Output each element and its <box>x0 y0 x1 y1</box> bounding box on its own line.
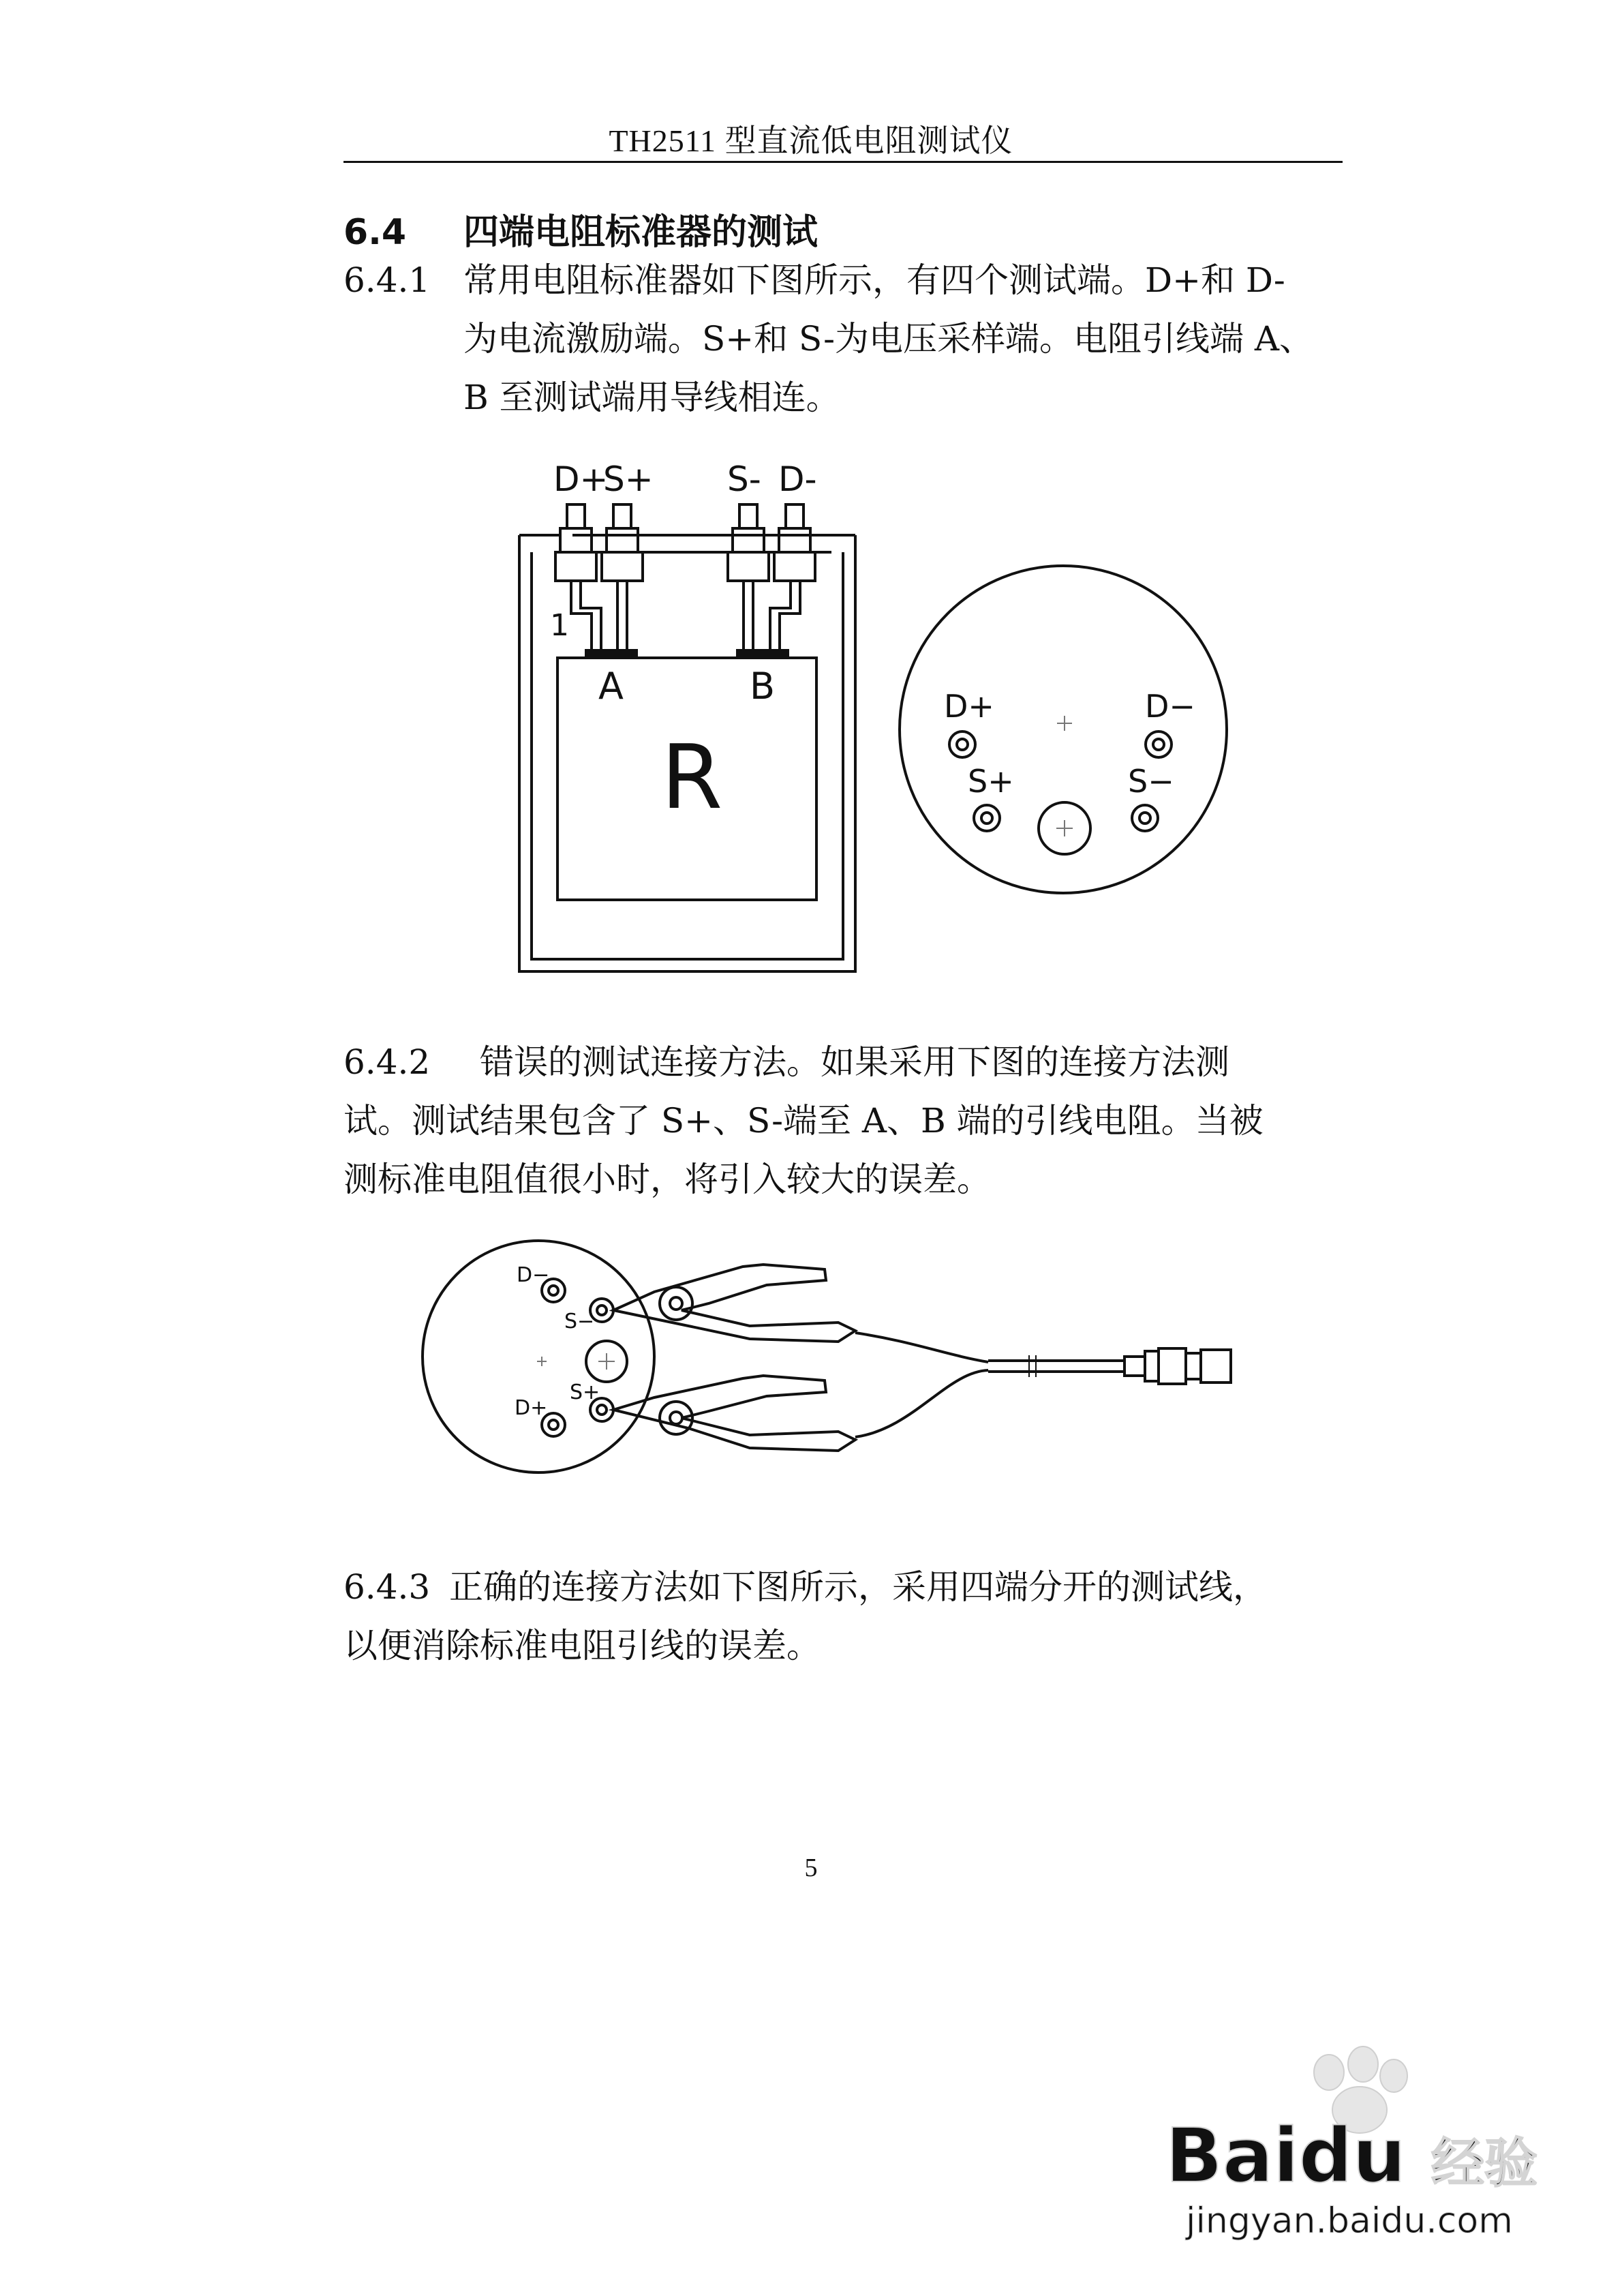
section-title: 四端电阻标准器的测试 <box>463 212 818 253</box>
paragraph-line: 试。测试结果包含了 S+、S-端至 A、B 端的引线电阻。当被 <box>343 1101 1264 1141</box>
paragraph-6-4-3 <box>343 1558 1267 1675</box>
watermark-brand: Baidu <box>1165 2112 1406 2199</box>
paragraph-line: 常用电阻标准器如下图所示，有四个测试端。D+和 D- <box>463 260 1285 300</box>
top-label-splus: S+ <box>968 763 1014 800</box>
baidu-logo <box>1159 2045 1540 2250</box>
paragraph-line: 以便消除标准电阻引线的误差。 <box>343 1626 821 1665</box>
paragraph-number: 6.4.1 <box>343 260 431 300</box>
watermark-suffix: 经验 <box>1431 2133 1538 2194</box>
paragraph-line: 错误的测试连接方法。如果采用下图的连接方法测 <box>480 1042 1229 1082</box>
paragraph-line: 为电流激励端。S+和 S-为电压采样端。电阻引线端 A、 <box>463 319 1314 359</box>
paragraph-number: 6.4.2 <box>343 1042 431 1082</box>
fig2-label-dminus: D− <box>517 1263 550 1287</box>
label-sminus: S- <box>727 459 761 499</box>
section-number: 6.4 <box>343 212 407 253</box>
fig2-label-sminus: S− <box>564 1310 595 1333</box>
paragraph-line: 测标准电阻值很小时，将引入较大的误差。 <box>343 1160 991 1199</box>
top-label-dplus: D+ <box>944 688 994 725</box>
fig2-label-splus: S+ <box>570 1380 600 1404</box>
label-splus: S+ <box>603 459 654 499</box>
fig2-label-dplus: D+ <box>515 1396 548 1420</box>
top-label-dminus: D− <box>1145 688 1195 725</box>
label-r: R <box>661 725 723 829</box>
label-dminus: D- <box>778 459 817 499</box>
watermark-url: jingyan.baidu.com <box>1186 2201 1513 2241</box>
paragraph-line: 正确的连接方法如下图所示，采用四端分开的测试线， <box>449 1567 1267 1607</box>
label-wire-1: 1 <box>550 608 569 643</box>
paragraph-number: 6.4.3 <box>343 1567 431 1607</box>
watermark <box>1159 2045 1540 2250</box>
label-dplus: D+ <box>553 459 609 499</box>
label-b: B <box>750 665 776 708</box>
running-header: TH2511 型直流低电阻测试仪 <box>609 123 1013 158</box>
page-number: 5 <box>804 1854 818 1882</box>
top-label-sminus: S− <box>1128 763 1174 800</box>
paragraph-line: B 至测试端用导线相连。 <box>463 378 840 417</box>
label-a: A <box>598 665 624 708</box>
